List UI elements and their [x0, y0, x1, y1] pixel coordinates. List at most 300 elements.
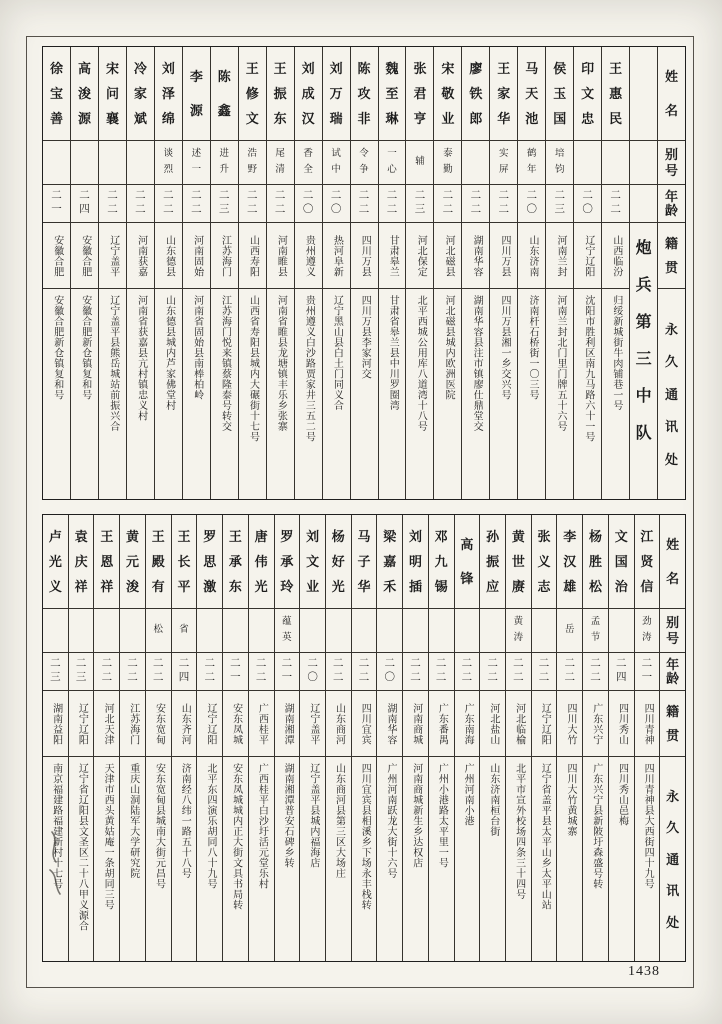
person-address-cell [267, 289, 294, 499]
person-native-place: 四川青神 [642, 702, 654, 745]
person-address: 安徽合肥新仓镇复和号 [79, 295, 91, 400]
person-name: 王 承 东 [223, 515, 248, 609]
person-address-cell [609, 757, 634, 961]
person-age: 二 二 [239, 185, 266, 223]
person-address-cell [43, 289, 70, 499]
person-address-cell [583, 757, 608, 961]
person-alias [609, 609, 634, 653]
person-address-cell [462, 289, 489, 499]
person-address: 山东商河县第三区大场庄 [333, 763, 345, 879]
person-alias [480, 609, 505, 653]
person-address: 河北磁县城内欧洲医院 [443, 295, 455, 400]
person-address-cell [223, 757, 248, 961]
person-address: 北平东四演乐胡同八十九号 [204, 763, 216, 889]
person-age: 二 二 [434, 185, 461, 223]
person-native-cell [295, 223, 322, 289]
person-name: 黄 元 浚 [120, 515, 145, 609]
person-native-place: 山西寿阳 [247, 234, 259, 277]
person-name: 唐 伟 光 [249, 515, 274, 609]
person-address: 四川万县湘一乡交兴号 [499, 295, 511, 400]
person-age: 二 二 [99, 185, 126, 223]
person-alias: 培 钧 [546, 141, 573, 185]
person-address-cell [172, 757, 197, 961]
person-column [532, 515, 558, 961]
person-address-cell [120, 757, 145, 961]
person-address: 安东宽甸县城南大街元昌号 [153, 763, 165, 889]
person-alias: 进 升 [211, 141, 238, 185]
person-name: 印 文 忠 [574, 47, 601, 141]
person-native-place: 湖南湘潭 [282, 702, 294, 745]
person-age: 二 二 [326, 653, 351, 691]
person-native-cell [223, 691, 248, 757]
person-native-cell [127, 223, 154, 289]
person-native-cell [155, 223, 182, 289]
person-native-place: 四川万县 [499, 234, 511, 277]
person-age: 二 二 [155, 185, 182, 223]
person-alias [43, 609, 68, 653]
person-alias [352, 609, 377, 653]
person-age: 二 二 [352, 653, 377, 691]
person-native-cell [197, 691, 222, 757]
person-native-place: 山东齐河 [179, 702, 191, 745]
person-address: 归绥新城街牛肉铺巷一号 [610, 295, 622, 411]
person-native-place: 湖南华容 [384, 702, 396, 745]
person-alias: 尾 清 [267, 141, 294, 185]
person-name: 杨 好 光 [326, 515, 351, 609]
person-address-cell [71, 289, 98, 499]
person-native-cell [172, 691, 197, 757]
person-native-place: 山西临汾 [610, 234, 622, 277]
person-alias: 谈 烈 [155, 141, 182, 185]
person-column [211, 47, 239, 499]
person-column [574, 47, 602, 499]
person-address-cell [518, 289, 545, 499]
person-name: 廖 铁 郎 [462, 47, 489, 141]
person-name: 罗 思 激 [197, 515, 222, 609]
person-native-cell [429, 691, 454, 757]
person-column [377, 515, 403, 961]
person-address-cell [635, 757, 660, 961]
person-native-cell [94, 691, 119, 757]
person-native-place: 山东济南 [527, 234, 538, 277]
person-native-place: 广东番禺 [436, 702, 448, 745]
person-age: 二 〇 [574, 185, 601, 223]
person-alias [403, 609, 428, 653]
person-column [120, 515, 146, 961]
person-native-place: 河北临榆 [513, 702, 525, 745]
person-age: 二 三 [406, 185, 433, 223]
person-alias: 孟 节 [583, 609, 608, 653]
person-name: 王 长 平 [172, 515, 197, 609]
person-alias: 省 [172, 609, 197, 653]
person-native-cell [99, 223, 126, 289]
person-address-cell [557, 757, 582, 961]
person-age: 二 二 [127, 185, 154, 223]
person-column [462, 47, 490, 499]
person-name: 卢 光 义 [43, 515, 68, 609]
row-header-column [660, 515, 685, 961]
person-native-place: 河南商城 [410, 702, 422, 745]
person-native-cell [379, 223, 406, 289]
person-native-place: 安东宽甸 [153, 702, 165, 745]
person-age: 二 四 [172, 653, 197, 691]
person-column [583, 515, 609, 961]
person-native-place: 河北盐山 [487, 702, 499, 745]
person-column [249, 515, 275, 961]
person-address-cell [546, 289, 573, 499]
person-column [99, 47, 127, 499]
person-native-place: 河南兰封 [554, 234, 566, 277]
person-column [490, 47, 518, 499]
person-native-cell [434, 223, 461, 289]
page-number: 1438 [628, 964, 660, 979]
person-name: 张 义 志 [532, 515, 557, 609]
person-address: 湖南湘潭普安石碑乡转 [282, 763, 294, 868]
person-native-place: 广东兴宁 [590, 702, 602, 745]
person-address-cell [532, 757, 557, 961]
person-age: 二 二 [183, 185, 210, 223]
person-native-cell [43, 691, 68, 757]
person-age: 二 二 [490, 185, 517, 223]
person-address-cell [351, 289, 378, 499]
unit-empty-cell [630, 141, 657, 185]
person-alias [69, 609, 94, 653]
person-age: 二 一 [223, 653, 248, 691]
person-native-place: 四川宜宾 [359, 702, 371, 745]
person-address-cell [155, 289, 182, 499]
person-name: 王 家 华 [490, 47, 517, 141]
person-column [300, 515, 326, 961]
person-native-place: 山东商河 [333, 702, 345, 745]
person-name: 马 子 华 [352, 515, 377, 609]
person-column [275, 515, 301, 961]
person-name: 王 振 东 [267, 47, 294, 141]
person-address-cell [574, 289, 601, 499]
person-native-place: 四川万县 [359, 234, 371, 277]
person-column [146, 515, 172, 961]
person-native-cell [183, 223, 210, 289]
person-alias: 一 心 [379, 141, 406, 185]
person-native-place: 河南固始 [191, 234, 203, 277]
person-alias [94, 609, 119, 653]
person-age: 二 二 [249, 653, 274, 691]
person-address: 辽宁盖平县城内福海店 [307, 763, 319, 868]
person-column [429, 515, 455, 961]
person-age: 二 二 [532, 653, 557, 691]
person-age: 二 二 [602, 185, 629, 223]
person-column [546, 47, 574, 499]
person-address-cell [403, 757, 428, 961]
person-address: 山东德县城内芦家佛堂村 [163, 295, 175, 411]
person-native-cell [239, 223, 266, 289]
person-age: 二 二 [506, 653, 531, 691]
person-address: 山东济南桓台街 [487, 763, 499, 837]
person-name: 刘 泽 绵 [155, 47, 182, 141]
person-name: 王 殿 有 [146, 515, 171, 609]
person-alias: 鹤 年 [518, 141, 545, 185]
person-age: 二 二 [197, 653, 222, 691]
person-address: 四川万县李家河交 [359, 295, 371, 379]
person-name: 孙 振 应 [480, 515, 505, 609]
person-age: 二 四 [71, 185, 98, 223]
person-address: 湖南华容县注市镇廖仕鼎堂交 [471, 295, 483, 432]
person-name: 刘 万 瑞 [323, 47, 350, 141]
row-header-age: 年 龄 [660, 653, 685, 691]
person-alias [300, 609, 325, 653]
person-name: 王 惠 民 [602, 47, 629, 141]
person-address: 河南兰封北门里门牌五十六号 [554, 295, 566, 432]
person-native-cell [249, 691, 274, 757]
person-column [352, 515, 378, 961]
person-native-cell [377, 691, 402, 757]
person-name: 宋 问 襄 [99, 47, 126, 141]
person-address-cell [379, 289, 406, 499]
person-name: 陈 攻 非 [351, 47, 378, 141]
row-header-alias: 别 号 [660, 609, 685, 653]
person-name: 刘 文 业 [300, 515, 325, 609]
person-native-cell [609, 691, 634, 757]
person-age: 二 二 [583, 653, 608, 691]
person-address: 南京福建路福建新村十七号 [50, 763, 62, 889]
person-native-place: 安徽合肥 [79, 234, 91, 277]
person-name: 袁 庆 祥 [69, 515, 94, 609]
person-native-place: 湖南华容 [471, 234, 483, 277]
person-address: 北平西城公用库八道湾十八号 [415, 295, 427, 432]
person-age: 二 一 [635, 653, 660, 691]
person-native-cell [506, 691, 531, 757]
person-address: 江苏海门悦来镇蔡隆泰号转交 [219, 295, 231, 432]
person-address-cell [352, 757, 377, 961]
person-column [43, 47, 71, 499]
person-column [557, 515, 583, 961]
person-name: 侯 玉 国 [546, 47, 573, 141]
person-native-place: 河北磁县 [443, 234, 455, 277]
row-header-native: 籍 贯 [660, 691, 685, 757]
person-column [602, 47, 630, 499]
person-age: 二 二 [429, 653, 454, 691]
person-age: 二 二 [146, 653, 171, 691]
person-native-cell [351, 223, 378, 289]
row-header-column [658, 47, 685, 499]
person-name: 文 国 治 [609, 515, 634, 609]
person-address: 广西桂平白沙圩活元堂乐村 [256, 763, 268, 889]
person-name: 高 锋 [455, 515, 480, 609]
person-alias [326, 609, 351, 653]
person-address: 沈阳市胜利区南九马路六十一号 [582, 295, 594, 442]
unit-empty-cell [630, 185, 657, 223]
person-column [239, 47, 267, 499]
person-column [183, 47, 211, 499]
person-native-place: 热河阜新 [331, 234, 343, 277]
person-address-cell [429, 757, 454, 961]
person-alias [127, 141, 154, 185]
person-native-place: 湖南益阳 [50, 702, 62, 745]
person-native-cell [480, 691, 505, 757]
person-alias [43, 141, 70, 185]
unit-title-column [630, 47, 658, 499]
person-address: 河南省睢县龙塘镇丰乐乡张寨 [275, 295, 287, 432]
person-address-cell [602, 289, 629, 499]
person-alias: 泰 勤 [434, 141, 461, 185]
person-alias [71, 141, 98, 185]
person-native-cell [43, 223, 70, 289]
person-native-place: 广东南海 [462, 702, 474, 745]
person-alias [120, 609, 145, 653]
person-address: 四川大竹黄城寨 [565, 763, 577, 837]
person-alias: 述 一 [183, 141, 210, 185]
person-age: 二 二 [462, 185, 489, 223]
person-address: 济南杆石桥街一〇三号 [527, 295, 538, 400]
person-column [406, 47, 434, 499]
person-age: 二 三 [546, 185, 573, 223]
person-native-cell [71, 223, 98, 289]
person-alias [99, 141, 126, 185]
person-native-cell [546, 223, 573, 289]
person-column [69, 515, 95, 961]
person-name: 高 浚 源 [71, 47, 98, 141]
person-column [127, 47, 155, 499]
person-alias [532, 609, 557, 653]
person-alias: 试 中 [323, 141, 350, 185]
person-address: 安东凤城城内正大街文具书局转 [230, 763, 242, 910]
person-name: 张 君 亨 [406, 47, 433, 141]
row-header-name: 姓 名 [658, 47, 685, 141]
person-column [223, 515, 249, 961]
person-address: 广州河南小港 [462, 763, 474, 826]
person-address-cell [249, 757, 274, 961]
person-address-cell [377, 757, 402, 961]
person-address-cell [127, 289, 154, 499]
person-address: 济南经八纬一路五十八号 [179, 763, 191, 879]
person-age: 二 〇 [295, 185, 322, 223]
person-age: 二 二 [480, 653, 505, 691]
person-alias: 令 争 [351, 141, 378, 185]
person-native-place: 贵州遵义 [303, 234, 315, 277]
person-native-cell [455, 691, 480, 757]
person-address-cell [94, 757, 119, 961]
person-address-cell [239, 289, 266, 499]
person-column [197, 515, 223, 961]
person-native-place: 辽宁辽阳 [204, 702, 216, 745]
person-native-cell [490, 223, 517, 289]
row-header-name: 姓 名 [660, 515, 685, 609]
person-address-cell [69, 757, 94, 961]
person-native-place: 河南获嘉 [135, 234, 147, 277]
person-native-place: 辽宁辽阳 [539, 702, 551, 745]
person-address: 辽宁省盖平县太平山乡太平山站 [539, 763, 551, 910]
person-alias: 辅 [406, 141, 433, 185]
row-header-native: 籍 贯 [658, 223, 685, 289]
roster-table-bottom [42, 514, 686, 962]
person-age: 二 〇 [377, 653, 402, 691]
person-alias [249, 609, 274, 653]
person-age: 二 二 [557, 653, 582, 691]
person-column [267, 47, 295, 499]
person-native-cell [518, 223, 545, 289]
person-age: 二 二 [351, 185, 378, 223]
person-name: 王 修 文 [239, 47, 266, 141]
person-native-cell [557, 691, 582, 757]
person-column [455, 515, 481, 961]
person-address-cell [323, 289, 350, 499]
person-name: 梁 嘉 禾 [377, 515, 402, 609]
row-header-age: 年 龄 [658, 185, 685, 223]
person-age: 二 三 [43, 653, 68, 691]
person-native-cell [583, 691, 608, 757]
person-native-place: 山东德县 [163, 234, 175, 277]
person-age: 二 三 [211, 185, 238, 223]
person-address: 甘肃省皋兰县中川罗圈湾 [387, 295, 399, 411]
person-address: 四川青神县大西街四十九号 [642, 763, 654, 889]
person-native-cell [352, 691, 377, 757]
person-age: 二 〇 [518, 185, 545, 223]
person-age: 二 三 [69, 653, 94, 691]
person-address: 天津市西头黄姑庵一条胡同三号 [102, 763, 114, 910]
person-address: 河南省获嘉县亢村镇忠义村 [135, 295, 147, 421]
person-native-cell [323, 223, 350, 289]
person-age: 二 〇 [300, 653, 325, 691]
person-alias: 松 [146, 609, 171, 653]
person-alias: 岳 [557, 609, 582, 653]
person-address-cell [197, 757, 222, 961]
unit-empty-cell [630, 47, 657, 141]
person-address: 山西省寿阳县城内大碾街十七号 [247, 295, 259, 442]
person-name: 刘 成 汉 [295, 47, 322, 141]
person-alias [197, 609, 222, 653]
person-native-cell [406, 223, 433, 289]
person-age: 二 二 [379, 185, 406, 223]
person-name: 李 汉 雄 [557, 515, 582, 609]
unit-title: 炮 兵 第 三 中 队 [635, 240, 652, 442]
handwritten-mark [44, 828, 70, 900]
person-column [326, 515, 352, 961]
person-native-place: 辽宁盖平 [307, 702, 319, 745]
person-alias [377, 609, 402, 653]
person-address-cell [506, 757, 531, 961]
person-alias: 浩 野 [239, 141, 266, 185]
person-name: 魏 至 琳 [379, 47, 406, 141]
person-column [172, 515, 198, 961]
person-native-cell [211, 223, 238, 289]
person-address: 四川秀山邑梅 [616, 763, 628, 826]
person-name: 罗 承 玲 [275, 515, 300, 609]
person-column [295, 47, 323, 499]
person-column [379, 47, 407, 499]
person-address: 河南省固始县南棒柏岭 [191, 295, 203, 400]
person-native-place: 河南睢县 [275, 234, 287, 277]
person-name: 陈 鑫 [211, 47, 238, 141]
person-address: 贵州遵义白沙路贾家井三五二号 [303, 295, 315, 442]
person-age: 二 二 [403, 653, 428, 691]
person-name: 江 贤 信 [635, 515, 660, 609]
person-age: 二 一 [275, 653, 300, 691]
person-age: 二 二 [267, 185, 294, 223]
person-column [609, 515, 635, 961]
person-name: 黄 世 赓 [506, 515, 531, 609]
row-header-address: 永 久 通 讯 处 [665, 321, 679, 467]
person-alias [602, 141, 629, 185]
person-alias: 劲 涛 [635, 609, 660, 653]
person-name: 邓 九 锡 [429, 515, 454, 609]
person-address-cell [211, 289, 238, 499]
person-native-cell [267, 223, 294, 289]
person-native-cell [326, 691, 351, 757]
person-address-cell [480, 757, 505, 961]
person-address: 安徽合肥新仓镇复和号 [51, 295, 63, 400]
person-native-place: 河北天津 [102, 702, 114, 745]
person-address-cell [434, 289, 461, 499]
person-column [71, 47, 99, 499]
